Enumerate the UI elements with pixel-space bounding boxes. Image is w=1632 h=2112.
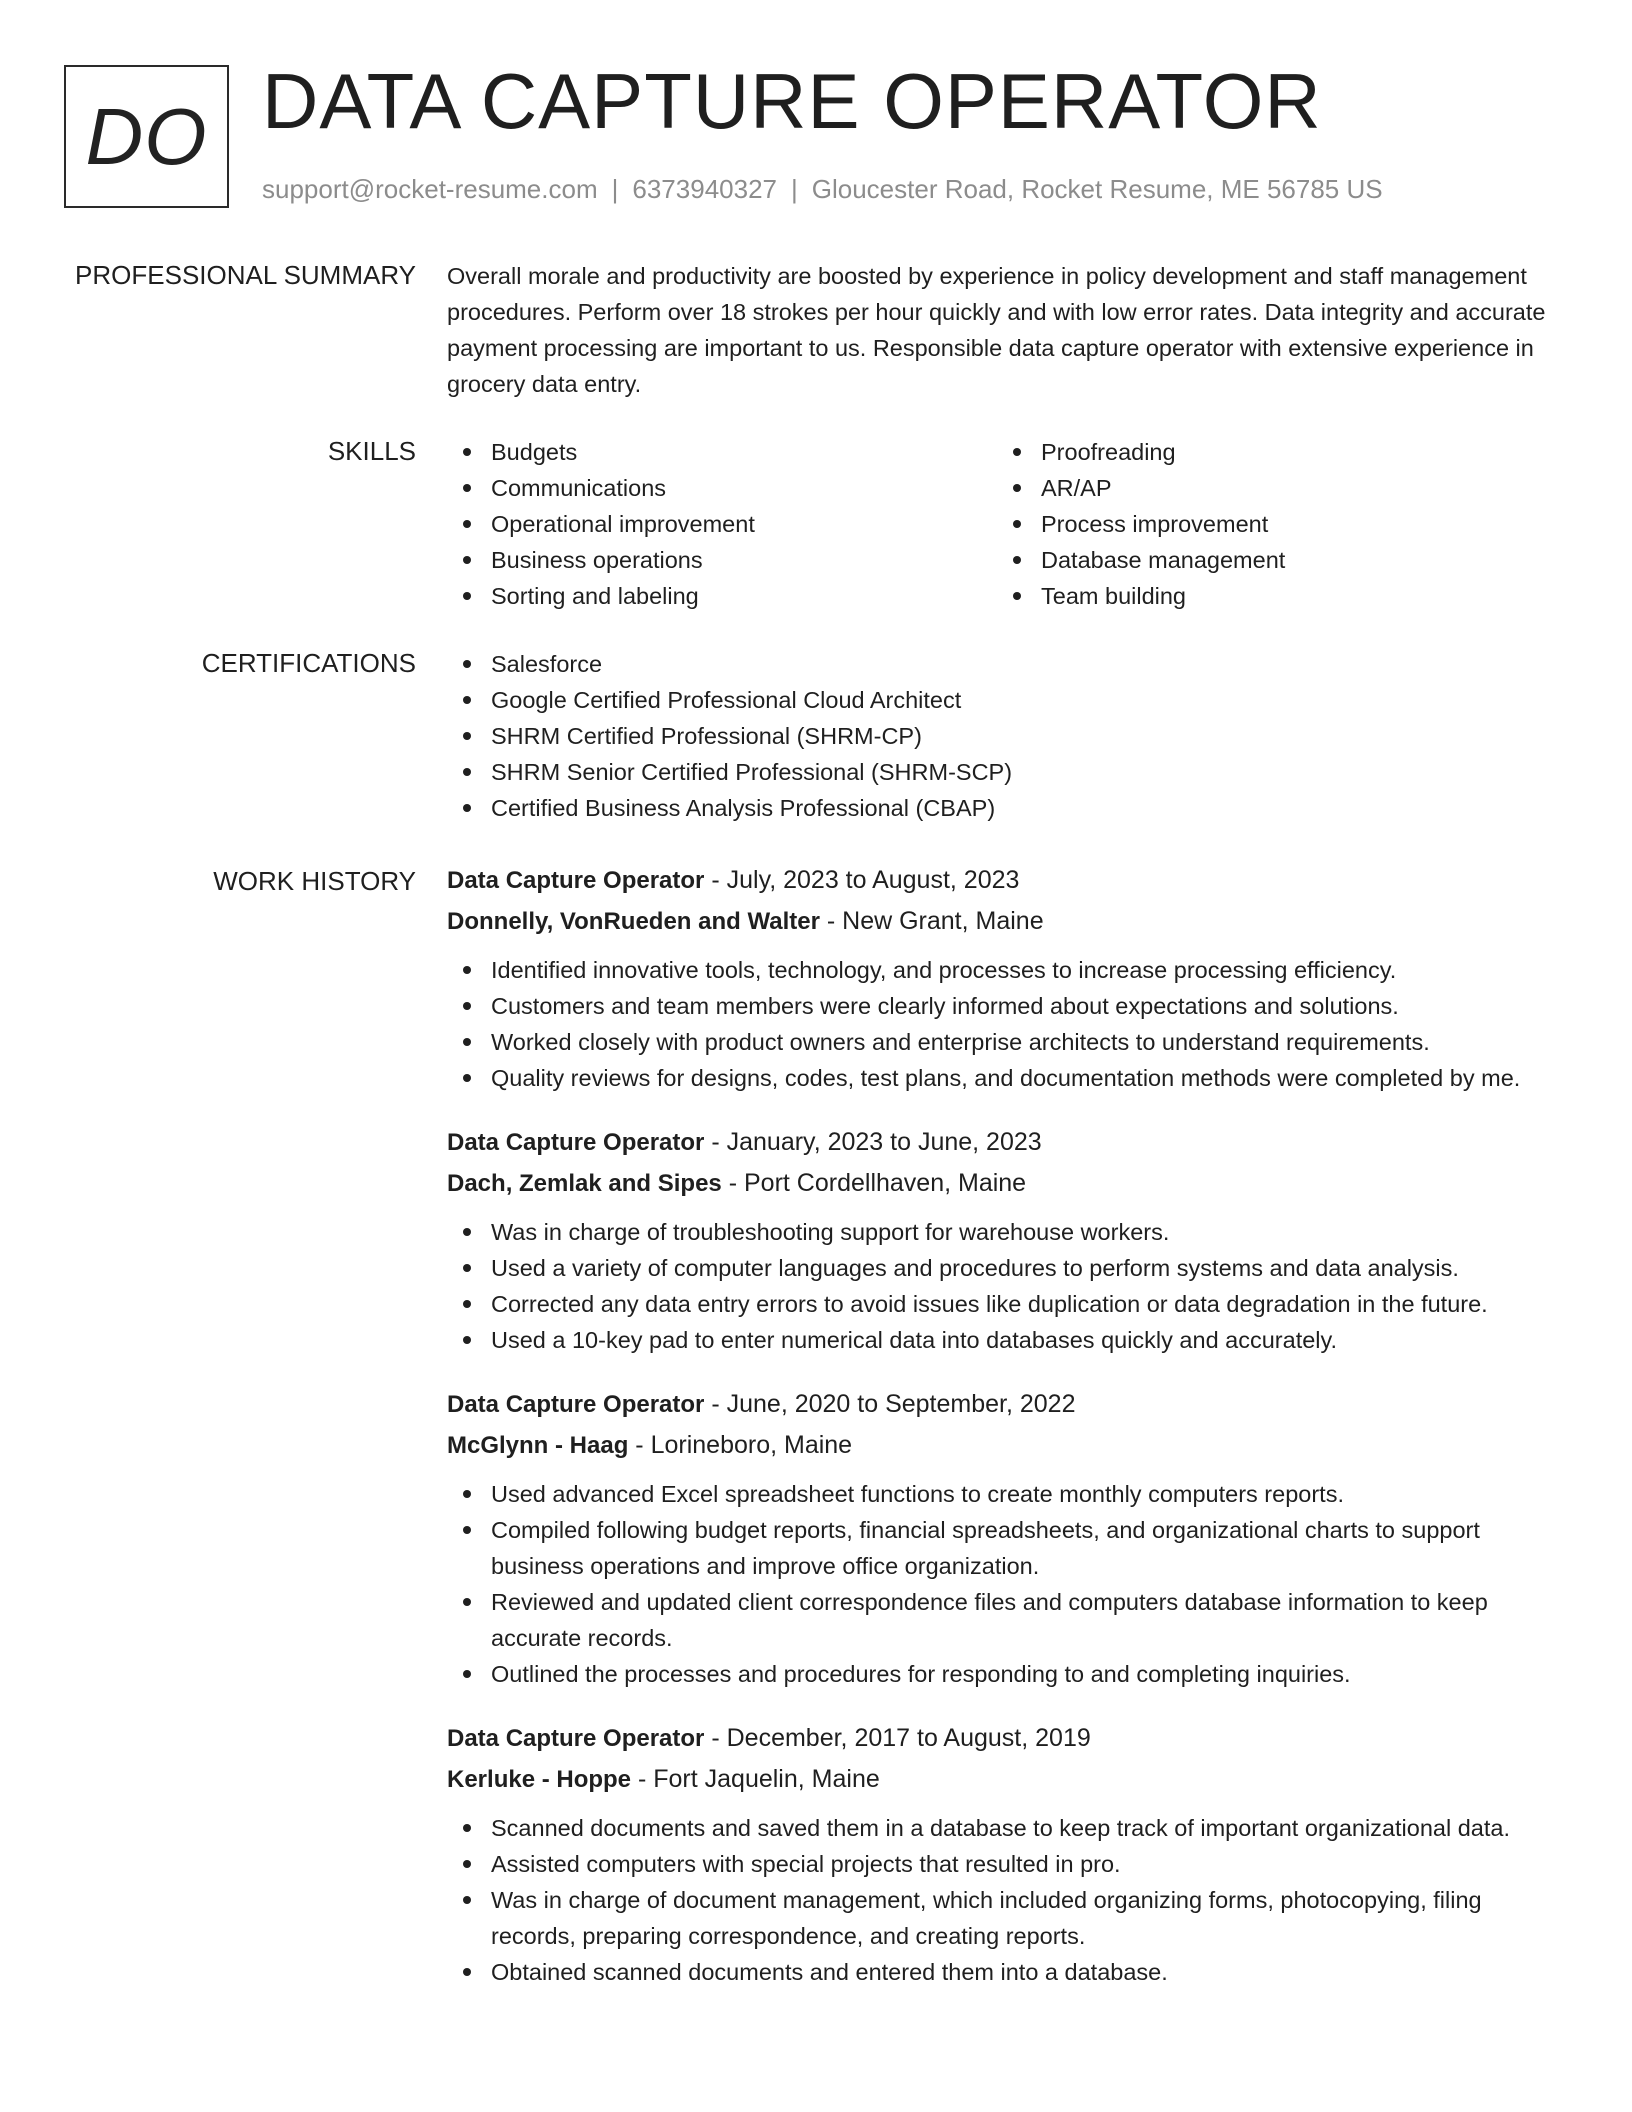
job-location: - Lorineboro, Maine xyxy=(628,1431,853,1459)
job-dates: - December, 2017 to August, 2019 xyxy=(704,1724,1091,1752)
job-bullet: Scanned documents and saved them in a database to keep track of important organizational data. xyxy=(447,1810,1557,1846)
skill-item: Communications xyxy=(447,470,997,506)
contact-email[interactable]: support@rocket-resume.com xyxy=(262,174,598,204)
job-bullet: Used advanced Excel spreadsheet functions to create monthly computers reports. xyxy=(447,1476,1557,1512)
job-location: - Port Cordellhaven, Maine xyxy=(721,1169,1027,1197)
job-title-line xyxy=(447,860,1557,901)
job-company: Dach, Zemlak and Sipes xyxy=(447,1170,722,1197)
certifications-body xyxy=(447,646,1557,826)
job-entry xyxy=(447,860,1557,1096)
job-title: Data Capture Operator xyxy=(447,1129,705,1156)
certification-item: Certified Business Analysis Professional (CBAP) xyxy=(447,790,1557,826)
skills-list xyxy=(447,434,1557,614)
job-bullets xyxy=(447,1214,1557,1358)
job-bullets xyxy=(447,1810,1557,1990)
contact-separator: | xyxy=(611,174,619,204)
job-title-line xyxy=(447,1122,1557,1163)
contact-line xyxy=(262,174,1383,205)
job-bullet: Assisted computers with special projects that resulted in pro. xyxy=(447,1846,1557,1882)
job-bullet: Used a 10-key pad to enter numerical data into databases quickly and accurately. xyxy=(447,1322,1557,1358)
section-heading-skills: SKILLS xyxy=(327,436,416,466)
job-dates: - June, 2020 to September, 2022 xyxy=(704,1390,1076,1418)
section-heading-work-history: WORK HISTORY xyxy=(213,866,416,896)
job-company: Kerluke - Hoppe xyxy=(447,1766,632,1793)
page-title: DATA CAPTURE OPERATOR xyxy=(262,57,1322,145)
job-title-line xyxy=(447,1718,1557,1759)
job-location: - Fort Jaquelin, Maine xyxy=(631,1765,880,1793)
job-title: Data Capture Operator xyxy=(447,1725,705,1752)
job-bullet: Was in charge of document management, which included organizing forms, photocopying, filing records, preparing correspondence, and creating reports. xyxy=(447,1882,1557,1954)
skill-item: Budgets xyxy=(447,434,997,470)
section-heading-summary: PROFESSIONAL SUMMARY xyxy=(75,260,416,290)
skill-item: Proofreading xyxy=(997,434,1547,470)
job-company: Donnelly, VonRueden and Walter xyxy=(447,908,820,935)
skill-item: AR/AP xyxy=(997,470,1547,506)
monogram: DO xyxy=(64,65,229,208)
skill-item: Database management xyxy=(997,542,1547,578)
job-company: McGlynn - Haag xyxy=(447,1432,629,1459)
certification-item: Salesforce xyxy=(447,646,1557,682)
job-company-line xyxy=(447,901,1557,942)
skill-item: Operational improvement xyxy=(447,506,997,542)
job-bullet: Outlined the processes and procedures for responding to and completing inquiries. xyxy=(447,1656,1557,1692)
summary-text: Overall morale and productivity are boosted by experience in policy development and staff management procedures. Perform over 18 strokes per hour quickly and with low error rates. Data integrity and accurate payment processing are important to us. Responsible data capture operator with extensive experience in grocery data entry. xyxy=(447,263,1546,397)
work-history-body xyxy=(447,860,1557,2016)
job-bullets xyxy=(447,1476,1557,1692)
job-company-line xyxy=(447,1759,1557,1800)
certification-item: Google Certified Professional Cloud Architect xyxy=(447,682,1557,718)
job-entry xyxy=(447,1122,1557,1358)
certifications-list xyxy=(447,646,1557,826)
skills-column-left xyxy=(447,434,997,614)
job-title-line xyxy=(447,1384,1557,1425)
job-bullet: Identified innovative tools, technology, and processes to increase processing efficiency. xyxy=(447,952,1557,988)
contact-phone[interactable]: 6373940327 xyxy=(632,174,777,204)
job-title: Data Capture Operator xyxy=(447,867,705,894)
contact-address: Gloucester Road, Rocket Resume, ME 56785 US xyxy=(811,174,1383,204)
skill-item: Business operations xyxy=(447,542,997,578)
job-company-line xyxy=(447,1163,1557,1204)
job-dates: - July, 2023 to August, 2023 xyxy=(704,866,1020,894)
job-bullet: Used a variety of computer languages and procedures to perform systems and data analysis. xyxy=(447,1250,1557,1286)
job-bullet: Quality reviews for designs, codes, test plans, and documentation methods were completed by me. xyxy=(447,1060,1557,1096)
skill-item: Sorting and labeling xyxy=(447,578,997,614)
job-company-line xyxy=(447,1425,1557,1466)
job-bullet: Customers and team members were clearly informed about expectations and solutions. xyxy=(447,988,1557,1024)
skills-column-right xyxy=(997,434,1547,614)
job-bullets xyxy=(447,952,1557,1096)
job-title: Data Capture Operator xyxy=(447,1391,705,1418)
job-entry xyxy=(447,1718,1557,1990)
job-bullet: Compiled following budget reports, financial spreadsheets, and organizational charts to support business operations and improve office organization. xyxy=(447,1512,1557,1584)
job-bullet: Was in charge of troubleshooting support for warehouse workers. xyxy=(447,1214,1557,1250)
contact-separator: | xyxy=(791,174,798,204)
job-bullet: Worked closely with product owners and enterprise architects to understand requirements. xyxy=(447,1024,1557,1060)
section-heading-certifications: CERTIFICATIONS xyxy=(201,648,416,678)
job-entry xyxy=(447,1384,1557,1692)
job-bullet: Obtained scanned documents and entered them into a database. xyxy=(447,1954,1557,1990)
job-bullet: Reviewed and updated client correspondence files and computers database information to keep accurate records. xyxy=(447,1584,1557,1656)
skill-item: Team building xyxy=(997,578,1547,614)
job-location: - New Grant, Maine xyxy=(819,907,1044,935)
skill-item: Process improvement xyxy=(997,506,1547,542)
certification-item: SHRM Senior Certified Professional (SHRM-SCP) xyxy=(447,754,1557,790)
summary-body xyxy=(447,258,1557,402)
certification-item: SHRM Certified Professional (SHRM-CP) xyxy=(447,718,1557,754)
job-dates: - January, 2023 to June, 2023 xyxy=(704,1128,1042,1156)
job-bullet: Corrected any data entry errors to avoid issues like duplication or data degradation in the future. xyxy=(447,1286,1557,1322)
